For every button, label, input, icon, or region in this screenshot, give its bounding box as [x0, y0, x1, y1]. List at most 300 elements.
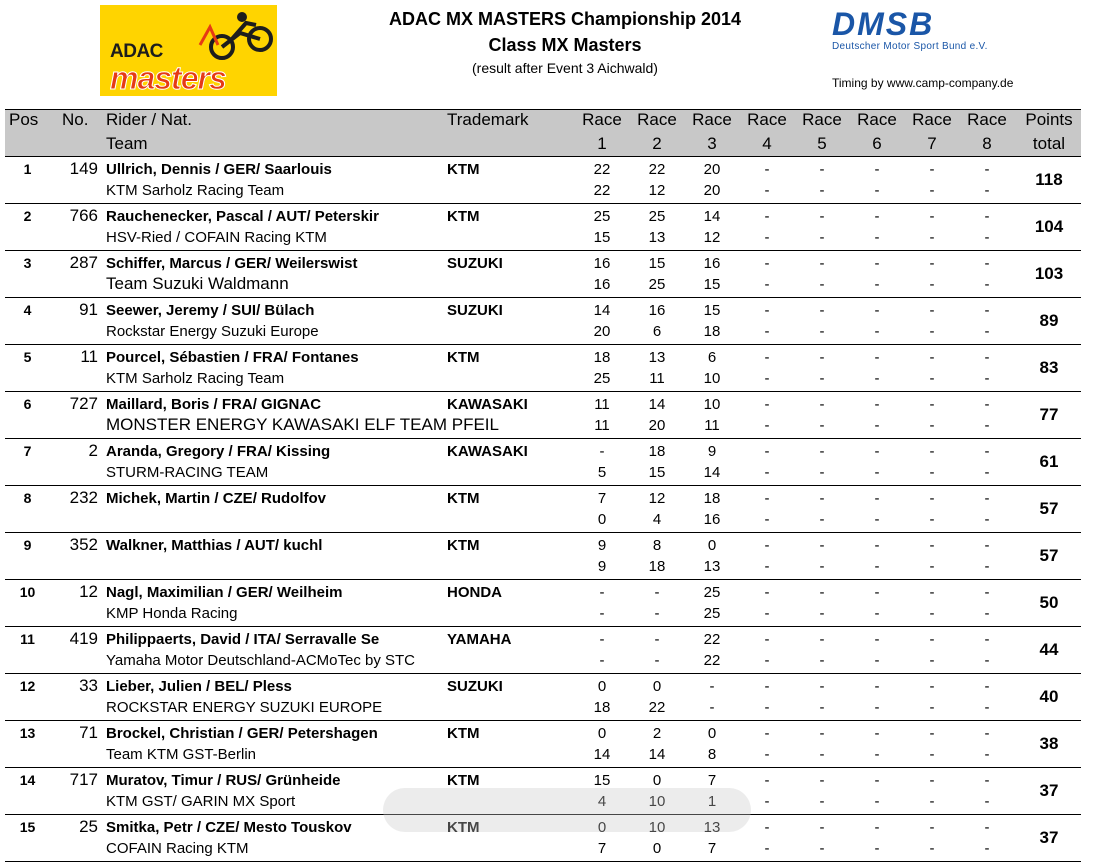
trademark-cell: KTM [447, 725, 480, 742]
points-total-cell: 37 [1039, 828, 1059, 847]
race-result-cell: - [819, 323, 825, 340]
race-result-cell: - [929, 584, 935, 601]
header-race-label: Race [692, 110, 732, 129]
race-result-cell: 16 [593, 255, 611, 272]
race-result-cell: - [984, 349, 990, 366]
race-result-cell: - [874, 370, 880, 387]
race-result-cell: - [984, 182, 990, 199]
race-result-cell: - [764, 182, 770, 199]
race-result-cell: - [819, 746, 825, 763]
team-cell: KTM Sarholz Racing Team [106, 182, 285, 199]
header-no: No. [62, 110, 89, 129]
position-cell: 6 [23, 396, 32, 412]
race-result-cell: - [764, 725, 770, 742]
rider-name-cell: Philippaerts, David / ITA/ Serravalle Se [106, 631, 380, 648]
team-cell: STURM-RACING TEAM [106, 464, 269, 481]
race-result-cell: - [929, 490, 935, 507]
race-result-cell: - [764, 490, 770, 507]
race-result-cell: 18 [703, 323, 721, 340]
race-result-cell: - [764, 819, 770, 836]
team-cell: Rockstar Energy Suzuki Europe [106, 323, 319, 340]
table-row [5, 298, 1081, 345]
rider-name-cell: Ullrich, Dennis / GER/ Saarlouis [106, 161, 332, 178]
race-result-cell: - [874, 772, 880, 789]
team-cell: KTM GST/ GARIN MX Sport [106, 793, 296, 810]
header-team: Team [106, 134, 148, 153]
race-result-cell: - [984, 537, 990, 554]
table-row [5, 721, 1081, 768]
trademark-cell: KTM [447, 537, 480, 554]
position-cell: 10 [19, 584, 36, 600]
results-table [5, 109, 1081, 862]
header-race-label: Race [637, 110, 677, 129]
race-result-cell: - [819, 772, 825, 789]
race-result-cell: - [984, 699, 990, 716]
race-result-cell: - [874, 699, 880, 716]
table-row [5, 157, 1081, 204]
race-result-cell: - [874, 652, 880, 669]
race-result-cell: - [764, 631, 770, 648]
race-result-cell: - [599, 605, 605, 622]
position-cell: 2 [23, 208, 32, 224]
race-result-cell: 15 [703, 302, 721, 319]
trademark-cell: YAMAHA [447, 631, 512, 648]
race-result-cell: - [654, 652, 660, 669]
race-result-cell: 12 [648, 490, 666, 507]
rider-number-cell: 766 [69, 206, 98, 225]
race-result-cell: 9 [597, 558, 607, 575]
race-result-cell: 16 [703, 255, 721, 272]
race-result-cell: - [874, 417, 880, 434]
race-result-cell: - [819, 255, 825, 272]
rider-name-cell: Smitka, Petr / CZE/ Mesto Touskov [106, 819, 352, 836]
race-result-cell: - [984, 208, 990, 225]
points-total-cell: 83 [1039, 358, 1059, 377]
race-result-cell: - [874, 558, 880, 575]
race-result-cell: - [984, 678, 990, 695]
race-result-cell: - [929, 396, 935, 413]
race-result-cell: - [654, 584, 660, 601]
table-header [5, 109, 1081, 157]
race-result-cell: 25 [648, 276, 666, 293]
position-cell: 11 [20, 631, 35, 647]
team-cell: MONSTER ENERGY KAWASAKI ELF TEAM PFEIL [106, 415, 499, 434]
race-result-cell: - [929, 349, 935, 366]
race-result-cell: - [874, 537, 880, 554]
header-race-number: 3 [707, 134, 717, 153]
race-result-cell: - [819, 699, 825, 716]
race-result-cell: 10 [703, 396, 721, 413]
header-race-number: 6 [872, 134, 882, 153]
race-result-cell: - [819, 161, 825, 178]
race-result-cell: - [599, 631, 605, 648]
race-result-cell: - [984, 464, 990, 481]
race-result-cell: - [819, 349, 825, 366]
rider-number-cell: 12 [79, 582, 98, 601]
header-race-label: Race [582, 110, 622, 129]
race-result-cell: 20 [648, 417, 666, 434]
position-cell: 12 [19, 678, 36, 694]
race-result-cell: - [764, 229, 770, 246]
race-result-cell: 11 [594, 396, 610, 413]
race-result-cell: - [929, 678, 935, 695]
race-result-cell: - [929, 819, 935, 836]
race-result-cell: 8 [707, 746, 717, 763]
race-result-cell: - [929, 840, 935, 857]
race-result-cell: 15 [593, 772, 611, 789]
race-result-cell: - [929, 511, 935, 528]
race-result-cell: 22 [593, 182, 611, 199]
team-cell: KMP Honda Racing [106, 605, 238, 622]
race-result-cell: - [984, 276, 990, 293]
race-result-cell: - [819, 208, 825, 225]
table-row [5, 674, 1081, 721]
race-result-cell: - [929, 417, 935, 434]
race-result-cell: 14 [648, 746, 666, 763]
race-result-cell: - [819, 370, 825, 387]
rider-name-cell: Lieber, Julien / BEL/ Pless [106, 678, 292, 695]
race-result-cell: - [819, 464, 825, 481]
race-result-cell: - [874, 840, 880, 857]
race-result-cell: - [984, 396, 990, 413]
trademark-cell: HONDA [447, 584, 502, 601]
race-result-cell: - [929, 161, 935, 178]
race-result-cell: - [654, 605, 660, 622]
race-result-cell: 8 [652, 537, 662, 554]
race-result-cell: - [764, 370, 770, 387]
race-result-cell: - [599, 652, 605, 669]
race-result-cell: - [764, 840, 770, 857]
points-total-cell: 103 [1034, 264, 1064, 283]
race-result-cell: 7 [707, 772, 717, 789]
position-cell: 3 [23, 255, 32, 271]
race-result-cell: - [984, 370, 990, 387]
race-result-cell: - [819, 276, 825, 293]
race-result-cell: - [929, 208, 935, 225]
race-result-cell: - [984, 255, 990, 272]
dmsb-logo-name: DMSB [832, 6, 935, 42]
rider-name-cell: Muratov, Timur / RUS/ Grünheide [106, 772, 341, 789]
table-row [5, 533, 1081, 580]
race-result-cell: - [874, 349, 880, 366]
header-race-number: 4 [762, 134, 772, 153]
race-result-cell: 7 [597, 840, 607, 857]
race-result-cell: 14 [648, 396, 666, 413]
race-result-cell: 0 [597, 725, 607, 742]
race-result-cell: - [929, 537, 935, 554]
team-cell: Team KTM GST-Berlin [106, 746, 257, 763]
race-result-cell: - [929, 699, 935, 716]
race-result-cell: - [874, 443, 880, 460]
header-total: total [1032, 134, 1066, 153]
race-result-cell: 18 [593, 699, 611, 716]
race-result-cell: - [984, 840, 990, 857]
race-result-cell: 9 [707, 443, 717, 460]
race-result-cell: - [874, 584, 880, 601]
race-result-cell: 25 [648, 208, 666, 225]
race-result-cell: - [764, 417, 770, 434]
race-result-cell: 9 [597, 537, 607, 554]
race-result-cell: 22 [703, 652, 721, 669]
team-cell: KTM Sarholz Racing Team [106, 370, 285, 387]
race-result-cell: - [819, 537, 825, 554]
position-cell: 8 [23, 490, 32, 506]
race-result-cell: - [874, 161, 880, 178]
race-result-cell: 5 [597, 464, 607, 481]
position-cell: 13 [19, 725, 36, 741]
race-result-cell: - [819, 443, 825, 460]
race-result-cell: - [929, 323, 935, 340]
race-result-cell: - [874, 255, 880, 272]
points-total-cell: 38 [1039, 734, 1059, 753]
race-result-cell: - [764, 255, 770, 272]
race-result-cell: - [819, 396, 825, 413]
header-points: Points [1025, 110, 1073, 129]
race-result-cell: - [984, 443, 990, 460]
dmsb-logo [832, 8, 1032, 50]
race-result-cell: - [764, 511, 770, 528]
race-result-cell: 15 [593, 229, 611, 246]
race-result-cell: - [819, 417, 825, 434]
race-result-cell: - [819, 511, 825, 528]
race-result-cell: 18 [648, 443, 666, 460]
race-result-cell: - [764, 605, 770, 622]
position-cell: 9 [23, 537, 32, 553]
race-result-cell: 25 [703, 584, 721, 601]
header-race-number: 8 [982, 134, 992, 153]
position-cell: 14 [19, 772, 36, 788]
race-result-cell: 0 [597, 678, 607, 695]
rider-number-cell: 149 [69, 159, 98, 178]
trademark-cell: KAWASAKI [447, 396, 528, 413]
race-result-cell: - [984, 819, 990, 836]
position-cell: 5 [23, 349, 32, 365]
race-result-cell: - [709, 699, 715, 716]
header-race-label: Race [747, 110, 787, 129]
race-result-cell: - [929, 370, 935, 387]
race-result-cell: 0 [707, 537, 717, 554]
race-result-cell: - [929, 255, 935, 272]
points-total-cell: 50 [1039, 593, 1059, 612]
rider-number-cell: 25 [79, 817, 98, 836]
race-result-cell: 11 [649, 370, 665, 387]
race-result-cell: - [984, 229, 990, 246]
race-result-cell: - [929, 558, 935, 575]
race-result-cell: - [984, 725, 990, 742]
race-result-cell: - [984, 302, 990, 319]
race-result-cell: - [929, 605, 935, 622]
race-result-cell: - [929, 464, 935, 481]
trademark-cell: KTM [447, 161, 480, 178]
race-result-cell: - [874, 511, 880, 528]
race-result-cell: 7 [597, 490, 607, 507]
race-result-cell: - [929, 182, 935, 199]
position-cell: 1 [23, 161, 32, 177]
race-result-cell: 14 [703, 464, 721, 481]
race-result-cell: 2 [652, 725, 662, 742]
rider-number-cell: 71 [79, 723, 98, 742]
header-race-label: Race [967, 110, 1007, 129]
race-result-cell: - [929, 229, 935, 246]
race-result-cell: 16 [703, 511, 721, 528]
rider-name-cell: Rauchenecker, Pascal / AUT/ Peterskir [106, 208, 379, 225]
race-result-cell: - [984, 772, 990, 789]
race-result-cell: 0 [597, 819, 607, 836]
race-result-cell: - [984, 746, 990, 763]
trademark-cell: KTM [447, 349, 480, 366]
race-result-cell: 15 [648, 464, 666, 481]
table-row [5, 392, 1081, 439]
dmsb-logo-fullname: Deutscher Motor Sport Bund e.V. [832, 41, 988, 52]
race-result-cell: 15 [703, 276, 721, 293]
race-result-cell: - [819, 840, 825, 857]
race-result-cell: - [819, 678, 825, 695]
race-result-cell: 0 [652, 678, 662, 695]
race-result-cell: - [764, 276, 770, 293]
rider-number-cell: 91 [79, 300, 98, 319]
race-result-cell: - [764, 537, 770, 554]
race-result-cell: - [819, 631, 825, 648]
team-cell: Team Suzuki Waldmann [106, 274, 289, 293]
race-result-cell: 6 [652, 323, 662, 340]
race-result-cell: 11 [594, 417, 610, 434]
race-result-cell: - [984, 323, 990, 340]
race-result-cell: 16 [593, 276, 611, 293]
race-result-cell: - [764, 699, 770, 716]
points-total-cell: 118 [1035, 170, 1063, 189]
race-result-cell: - [984, 584, 990, 601]
race-result-cell: 0 [597, 511, 607, 528]
race-result-cell: - [874, 208, 880, 225]
race-result-cell: - [874, 276, 880, 293]
rider-name-cell: Aranda, Gregory / FRA/ Kissing [106, 443, 331, 460]
race-result-cell: - [929, 302, 935, 319]
race-result-cell: - [929, 443, 935, 460]
table-row [5, 580, 1081, 627]
trademark-cell: SUZUKI [447, 678, 503, 695]
race-result-cell: - [874, 746, 880, 763]
trademark-cell: KTM [447, 772, 480, 789]
race-result-cell: 15 [648, 255, 666, 272]
race-result-cell: - [984, 605, 990, 622]
race-result-cell: 18 [593, 349, 611, 366]
race-result-cell: - [874, 678, 880, 695]
race-result-cell: 10 [648, 793, 666, 810]
points-total-cell: 37 [1039, 781, 1059, 800]
race-result-cell: 14 [593, 746, 611, 763]
masters-logo-text: masters [110, 60, 226, 96]
rider-name-cell: Maillard, Boris / FRA/ GIGNAC [106, 396, 322, 413]
team-cell: HSV-Ried / COFAIN Racing KTM [106, 229, 327, 246]
rider-name-cell: Walkner, Matthias / AUT/ kuchl [106, 537, 323, 554]
race-result-cell: - [984, 558, 990, 575]
race-result-cell: - [929, 772, 935, 789]
rider-number-cell: 287 [69, 253, 98, 272]
race-result-cell: - [764, 323, 770, 340]
race-result-cell: 10 [648, 819, 666, 836]
header-race-number: 1 [597, 134, 607, 153]
header-trademark: Trademark [447, 110, 529, 129]
race-result-cell: 22 [703, 631, 721, 648]
trademark-cell: SUZUKI [447, 302, 503, 319]
rider-number-cell: 717 [69, 770, 98, 789]
race-result-cell: - [819, 182, 825, 199]
race-result-cell: - [819, 793, 825, 810]
race-result-cell: - [764, 772, 770, 789]
trademark-cell: KTM [447, 208, 480, 225]
rider-name-cell: Seewer, Jeremy / SUI/ Bülach [106, 302, 315, 319]
rider-name-cell: Schiffer, Marcus / GER/ Weilerswist [106, 255, 358, 272]
team-cell: Yamaha Motor Deutschland-ACMoTec by STC [106, 652, 416, 669]
race-result-cell: - [819, 584, 825, 601]
race-result-cell: 13 [648, 229, 666, 246]
race-result-cell: - [984, 793, 990, 810]
points-total-cell: 61 [1039, 452, 1059, 471]
race-result-cell: - [929, 793, 935, 810]
race-result-cell: - [984, 161, 990, 178]
header-rider: Rider / Nat. [106, 110, 192, 129]
race-result-cell: 0 [652, 772, 662, 789]
trademark-cell: KTM [447, 819, 480, 836]
race-result-cell: 20 [703, 161, 721, 178]
race-result-cell: - [874, 725, 880, 742]
points-total-cell: 44 [1039, 640, 1059, 659]
points-total-cell: 57 [1039, 546, 1059, 565]
points-total-cell: 57 [1039, 499, 1059, 518]
team-cell: COFAIN Racing KTM [106, 840, 249, 857]
race-result-cell: - [984, 511, 990, 528]
race-result-cell: - [984, 417, 990, 434]
race-result-cell: 7 [707, 840, 717, 857]
rider-number-cell: 232 [69, 488, 98, 507]
race-result-cell: - [764, 349, 770, 366]
race-result-cell: - [874, 464, 880, 481]
race-result-cell: 25 [593, 370, 611, 387]
rider-number-cell: 2 [88, 441, 98, 460]
race-result-cell: 1 [707, 793, 717, 810]
race-result-cell: - [984, 652, 990, 669]
race-result-cell: 14 [593, 302, 611, 319]
rider-number-cell: 352 [69, 535, 98, 554]
race-result-cell: - [764, 652, 770, 669]
race-result-cell: - [764, 161, 770, 178]
header-race-number: 7 [927, 134, 937, 153]
race-result-cell: 22 [648, 699, 666, 716]
points-total-cell: 104 [1034, 217, 1064, 236]
rider-name-cell: Nagl, Maximilian / GER/ Weilheim [106, 584, 343, 601]
table-body [5, 157, 1081, 862]
race-result-cell: 20 [593, 323, 611, 340]
race-result-cell: - [929, 725, 935, 742]
race-result-cell: 25 [703, 605, 721, 622]
team-cell: ROCKSTAR ENERGY SUZUKI EUROPE [106, 699, 383, 716]
race-result-cell: - [929, 631, 935, 648]
rider-number-cell: 727 [69, 394, 98, 413]
trademark-cell: KAWASAKI [447, 443, 528, 460]
race-result-cell: - [984, 631, 990, 648]
points-total-cell: 40 [1039, 687, 1059, 706]
race-result-cell: - [819, 652, 825, 669]
race-result-cell: 20 [703, 182, 721, 199]
race-result-cell: 22 [648, 161, 666, 178]
table-row [5, 204, 1081, 251]
race-result-cell: - [874, 323, 880, 340]
table-row [5, 251, 1081, 298]
position-cell: 15 [19, 819, 36, 835]
race-result-cell: - [764, 793, 770, 810]
header-race-number: 2 [652, 134, 662, 153]
class-subtitle: Class MX Masters [488, 35, 642, 55]
